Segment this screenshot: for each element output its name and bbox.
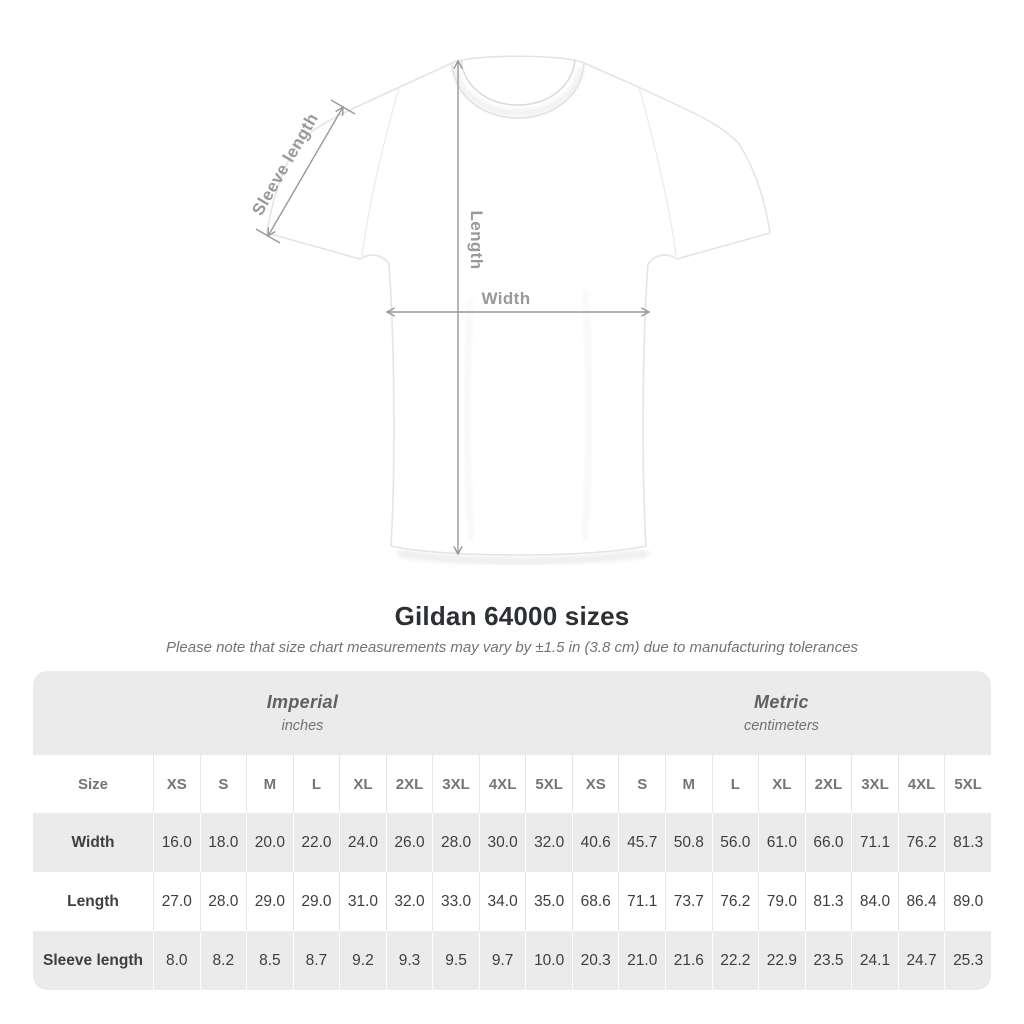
value-cell: 21.6 <box>665 931 712 990</box>
row-label: Length <box>33 872 153 931</box>
size-header-cell: S <box>200 755 247 813</box>
size-header-cell: 2XL <box>805 755 852 813</box>
value-cell: 71.1 <box>851 813 898 872</box>
size-header-cell: M <box>246 755 293 813</box>
value-cell: 45.7 <box>618 813 665 872</box>
size-header-cell: 3XL <box>432 755 479 813</box>
size-header-cell: 4XL <box>479 755 526 813</box>
row-label: Sleeve length <box>33 931 153 990</box>
value-cell: 86.4 <box>898 872 945 931</box>
size-header-cell: 5XL <box>525 755 572 813</box>
size-header-cell: 5XL <box>944 755 991 813</box>
measurement-row <box>33 813 991 872</box>
value-cell: 25.3 <box>944 931 991 990</box>
value-cell: 30.0 <box>479 813 526 872</box>
size-header-cell: S <box>618 755 665 813</box>
value-cell: 16.0 <box>153 813 200 872</box>
dimension-tick <box>331 100 355 114</box>
unit-section-label: Imperial <box>266 692 339 712</box>
size-header-cell: 3XL <box>851 755 898 813</box>
value-cell: 32.0 <box>525 813 572 872</box>
value-cell: 50.8 <box>665 813 712 872</box>
value-cell: 28.0 <box>432 813 479 872</box>
value-cell: 66.0 <box>805 813 852 872</box>
unit-section-label: Metric <box>754 692 809 712</box>
value-cell: 76.2 <box>898 813 945 872</box>
value-cell: 28.0 <box>200 872 247 931</box>
value-cell: 33.0 <box>432 872 479 931</box>
size-column-header: Size <box>33 755 153 813</box>
size-header-cell: L <box>712 755 759 813</box>
unit-section-imperial <box>33 671 572 755</box>
page-subtitle: Please note that size chart measurements may vary by ±1.5 in (3.8 cm) due to manufacturing tolerances <box>166 639 858 656</box>
value-cell: 18.0 <box>200 813 247 872</box>
value-cell: 22.2 <box>712 931 759 990</box>
length-label: Length <box>467 210 486 270</box>
value-cell: 8.2 <box>200 931 247 990</box>
size-header-cell: XL <box>758 755 805 813</box>
value-cell: 32.0 <box>386 872 433 931</box>
value-cell: 34.0 <box>479 872 526 931</box>
value-cell: 9.7 <box>479 931 526 990</box>
value-cell: 56.0 <box>712 813 759 872</box>
width-label: Width <box>481 289 531 308</box>
value-cell: 20.3 <box>572 931 619 990</box>
value-cell: 81.3 <box>805 872 852 931</box>
value-cell: 40.6 <box>572 813 619 872</box>
value-cell: 8.5 <box>246 931 293 990</box>
value-cell: 9.2 <box>339 931 386 990</box>
size-header-cell: XL <box>339 755 386 813</box>
value-cell: 76.2 <box>712 872 759 931</box>
value-cell: 89.0 <box>944 872 991 931</box>
measurement-row <box>33 872 991 931</box>
unit-section-unit: inches <box>281 718 324 734</box>
value-cell: 29.0 <box>246 872 293 931</box>
value-cell: 61.0 <box>758 813 805 872</box>
value-cell: 23.5 <box>805 931 852 990</box>
size-chart-table <box>33 671 991 990</box>
value-cell: 8.0 <box>153 931 200 990</box>
value-cell: 79.0 <box>758 872 805 931</box>
size-header-cell: XS <box>153 755 200 813</box>
row-label: Width <box>33 813 153 872</box>
sleeve-length-label: Sleeve length <box>248 109 323 219</box>
measurement-row <box>33 931 991 990</box>
value-cell: 21.0 <box>618 931 665 990</box>
value-cell: 10.0 <box>525 931 572 990</box>
value-cell: 26.0 <box>386 813 433 872</box>
size-header-cell: 4XL <box>898 755 945 813</box>
value-cell: 31.0 <box>339 872 386 931</box>
page-title: Gildan 64000 sizes <box>394 601 630 631</box>
value-cell: 9.5 <box>432 931 479 990</box>
value-cell: 24.1 <box>851 931 898 990</box>
value-cell: 73.7 <box>665 872 712 931</box>
value-cell: 20.0 <box>246 813 293 872</box>
value-cell: 22.9 <box>758 931 805 990</box>
value-cell: 8.7 <box>293 931 340 990</box>
size-header-cell: 2XL <box>386 755 433 813</box>
value-cell: 29.0 <box>293 872 340 931</box>
unit-band-row <box>33 671 991 755</box>
size-chart-table-container <box>33 671 991 990</box>
size-header-row <box>33 755 991 813</box>
value-cell: 81.3 <box>944 813 991 872</box>
size-header-cell: M <box>665 755 712 813</box>
value-cell: 68.6 <box>572 872 619 931</box>
value-cell: 24.0 <box>339 813 386 872</box>
title-block <box>0 601 1024 656</box>
value-cell: 71.1 <box>618 872 665 931</box>
value-cell: 9.3 <box>386 931 433 990</box>
size-header-cell: L <box>293 755 340 813</box>
size-header-cell: XS <box>572 755 619 813</box>
unit-section-unit: centimeters <box>743 718 819 734</box>
unit-section-metric <box>572 671 991 755</box>
value-cell: 35.0 <box>525 872 572 931</box>
value-cell: 24.7 <box>898 931 945 990</box>
value-cell: 27.0 <box>153 872 200 931</box>
value-cell: 22.0 <box>293 813 340 872</box>
value-cell: 84.0 <box>851 872 898 931</box>
